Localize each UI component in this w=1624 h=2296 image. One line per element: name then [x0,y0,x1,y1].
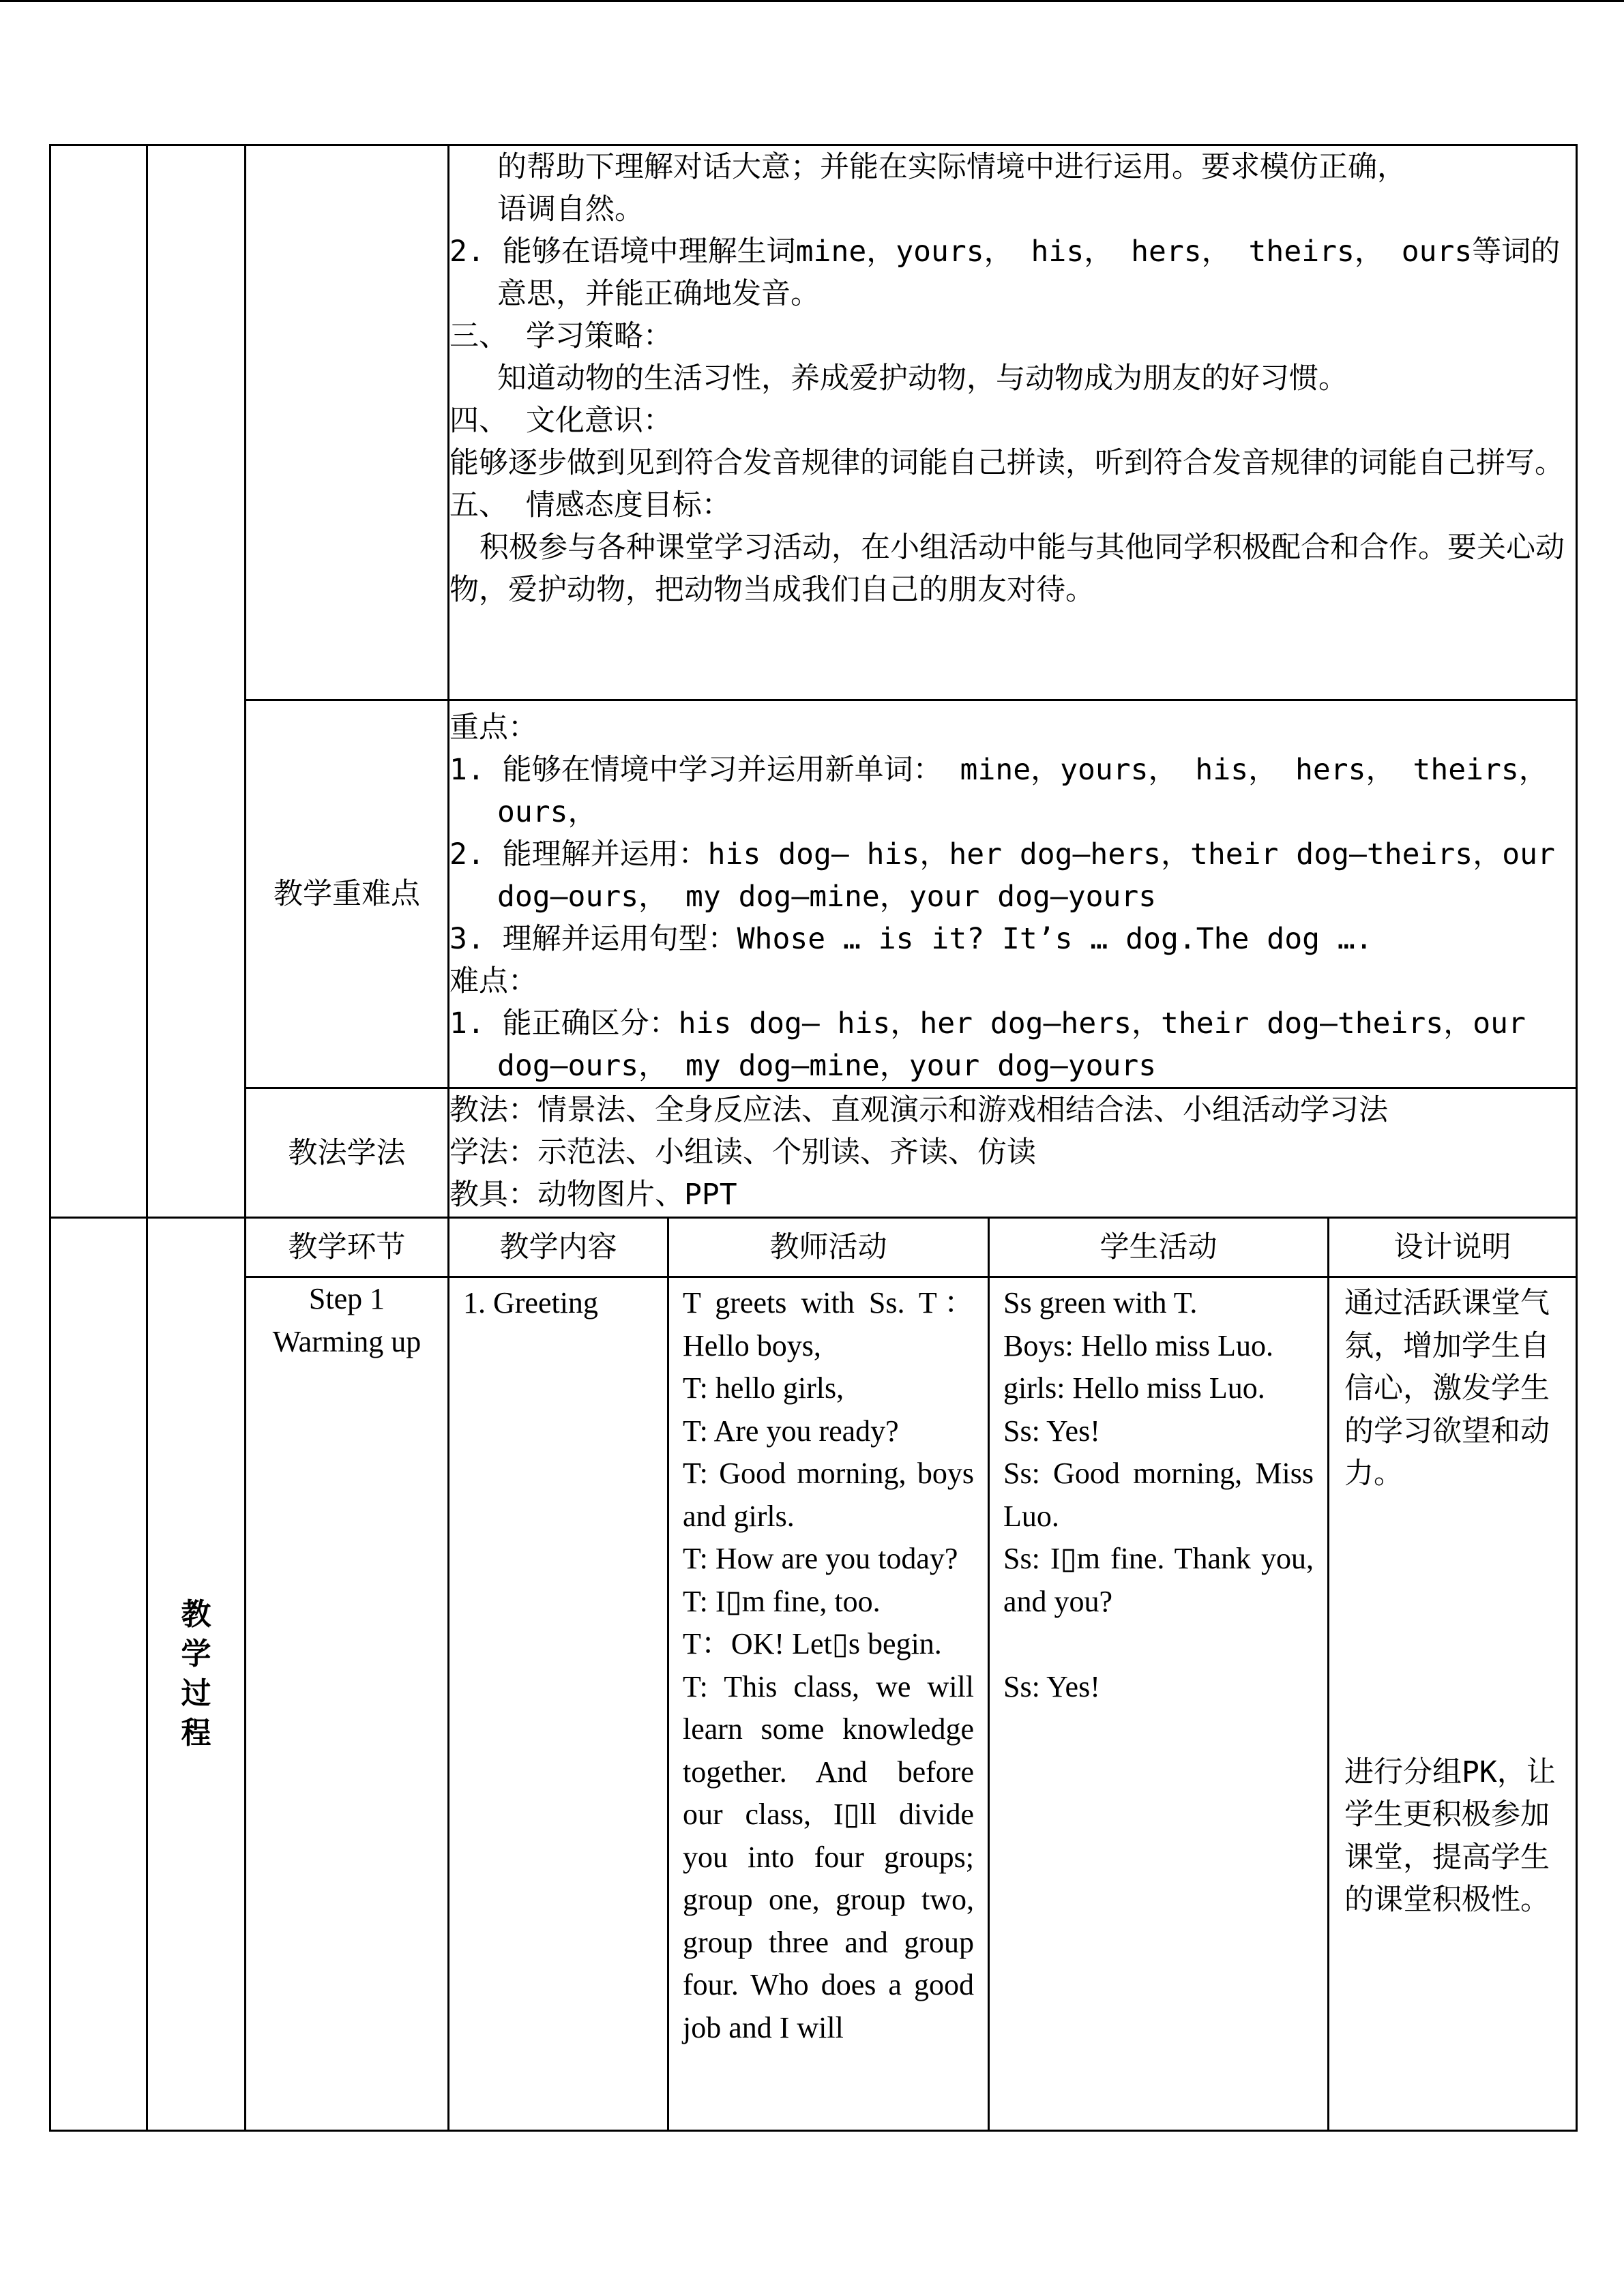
goals-line-cont-2: 语调自然。 [497,192,644,226]
header-content: 教学内容 [449,1218,668,1277]
lesson-plan-table [49,144,1578,2132]
focus-item-1: 1. 能够在情境中学习并运用新单词： mine，yours， his， hers， theirs， ours， [449,753,1548,829]
teacher-line: T greets with Ss. T：Hello boys, [683,1286,974,1362]
header-design-notes: 设计说明 [1329,1218,1577,1277]
left-inner-column [147,145,246,1218]
key-points-cell [449,700,1577,1088]
student-line: Ss: I▯m fine. Thank you, and you? [1003,1542,1314,1618]
student-line: girls: Hello miss Luo. [1003,1371,1265,1405]
left-outer-column-lower [50,1218,147,2131]
teaching-goals-cell [449,145,1577,700]
focus-item-3: 3. 理解并运用句型：Whose … is it? It’s … dog.The dog …. [449,922,1373,956]
strategy-text: 知道动物的生活习性，养成爱护动物，与动物成为朋友的好习惯。 [497,361,1348,396]
header-stage: 教学环节 [246,1218,449,1277]
student-line: Ss: Yes! [1003,1669,1100,1703]
step1-teacher-cell [668,1277,989,2131]
step1-content: 1. Greeting [463,1286,598,1320]
difficulty-heading: 难点： [449,964,537,998]
strategy-heading: 三、 学习策略： [449,319,673,353]
emotion-text: 积极参与各种课堂学习活动，在小组活动中能与其他同学积极配合和合作。要关心动物，爱护动物，把动物当成我们自己的朋友对待。 [449,531,1565,607]
key-points-label: 教学重难点 [246,700,449,1088]
teacher-line: T: hello girls, [683,1371,844,1405]
methods-label: 教法学法 [246,1088,449,1218]
teacher-line: T: I▯m fine, too. [683,1584,881,1618]
page-top-border [0,0,1624,2]
culture-heading: 四、 文化意识： [449,404,673,438]
left-outer-column [50,145,147,1218]
focus-item-2: 2. 能理解并运用：his dog— his，her dog—hers，their dog—theirs，our dog—ours， my dog—mine，your dog—yours [449,837,1555,914]
header-teacher-activity: 教师活动 [668,1218,989,1277]
step1-stage-cell [246,1277,449,2131]
learning-method: 学法：示范法、小组读、个别读、齐读、仿读 [449,1135,1036,1169]
culture-text: 能够逐步做到见到符合发音规律的词能自己拼读，听到符合发音规律的词能自己拼写。 [449,446,1564,480]
design-note-1: 通过活跃课堂气氛，增加学生自信心，激发学生的学习欲望和动力。 [1344,1286,1550,1491]
teaching-tools: 教具：动物图片、PPT [449,1178,737,1212]
teacher-line: T: Are you ready? [683,1414,899,1448]
step1-subtitle: Warming up [272,1324,422,1358]
student-line: Ss: Yes! [1003,1414,1100,1448]
step1-design-cell [1329,1277,1577,2131]
emotion-heading: 五、 情感态度目标： [449,488,731,522]
header-student-activity: 学生活动 [989,1218,1329,1277]
step1-student-cell [989,1277,1329,2131]
step1-content-cell [449,1277,668,2131]
student-line: Boys: Hello miss Luo. [1003,1328,1274,1362]
student-line-blank [1003,1623,1314,1666]
goals-label-cell [246,145,449,700]
teaching-process-label: 教 学 过 程 [147,1218,246,2131]
step1-title: Step 1 [308,1282,385,1315]
difficulty-item-1: 1. 能正确区分：his dog— his，her dog—hers，their dog—theirs，our dog—ours， my dog—mine，your dog—yours [449,1007,1526,1083]
goals-line-cont-1: 的帮助下理解对话大意；并能在实际情境中进行运用。要求模仿正确， [497,150,1406,184]
methods-cell [449,1088,1577,1218]
teacher-line: T：OK! Let▯s begin. [683,1627,942,1660]
teacher-line: T: This class, we will learn some knowledge together. And before our class, I▯ll divide you into four groups; group one, group two, group three and group four. Who does a good job and I will [683,1669,974,2044]
goals-item-2: 2. 能够在语境中理解生词mine，yours， his， hers， theirs， ours等词的意思，并能正确地发音。 [449,235,1561,311]
teacher-line: T: Good morning, boys and girls. [683,1457,974,1533]
student-line: Ss: Good morning, Miss Luo. [1003,1457,1314,1533]
teaching-method: 教法：情景法、全身反应法、直观演示和游戏相结合法、小组活动学习法 [449,1093,1388,1127]
focus-heading: 重点： [449,711,537,745]
design-note-2: 进行分组PK，让学生更积极参加课堂，提高学生的课堂积极性。 [1344,1755,1556,1917]
student-line: Ss green with T. [1003,1286,1198,1320]
teacher-line: T: How are you today? [683,1542,958,1575]
